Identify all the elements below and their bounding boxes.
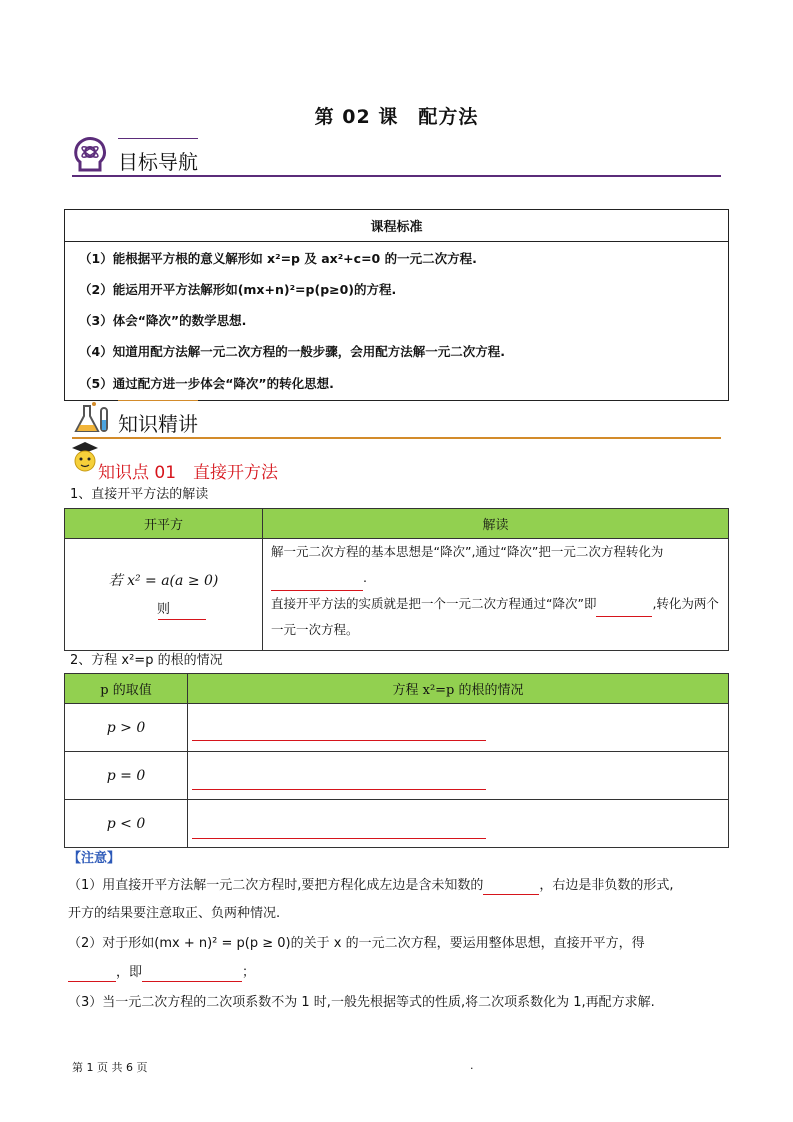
footer-dot: . [470,1059,474,1072]
part2-caption: 2、方程 x²=p 的根的情况 [70,653,223,668]
blank-line [192,838,486,839]
standard-item: （1）能根据平方根的意义解形如 x²=p 及 ax²+c=0 的一元二次方程. [65,242,729,274]
blank-line [483,880,539,895]
standard-item: （4）知道用配方法解一元二次方程的一般步骤，会用配方法解一元二次方程. [65,335,729,366]
interpretation-text: 解一元二次方程的基本思想是“降次”,通过“降次”把一元二次方程转化为 [271,544,664,559]
blank-line [596,602,652,617]
knowledge-point-title: 知识点 01 直接开方法 [98,463,279,483]
note-1: （1）用直接开平方法解一元二次方程时,要把方程化成左边是含未知数的 ，右边是非负数的形式, [68,878,674,893]
blank-line [142,967,242,982]
section-heading-knowledge: 知识精讲 [118,412,198,436]
interpretation-text: 直接开平方法的实质就是把一个一元二次方程通过“降次”即 [271,596,597,611]
formula: 若 x² = a(a ≥ 0) [108,572,219,589]
answer-cell [188,800,729,848]
flask-icon [72,400,112,434]
note-1-cont: 开方的结果要注意取正、负两种情况. [68,906,281,921]
section-divider [72,175,721,177]
p-value: p < 0 [65,800,188,848]
standards-header: 课程标准 [65,210,729,242]
square-root-method-table: 开平方 解读 若 x² = a(a ≥ 0) 则 解一元二次方程的基本思想是“降次”,通过“降次”把一元二次方程转化为. 直接开平方法的实质就是把一个一元二次方程通过“降次”即 ,转化为两个一元一次方程。 [64,508,729,651]
page-number: 第 1 页 共 6 页 [72,1061,148,1074]
blank-line [271,576,363,591]
roots-table [64,673,729,848]
p-value: p > 0 [65,704,188,752]
blank-line [192,789,486,790]
table-header: p 的取值 [65,674,188,704]
then-label: 则 [156,601,170,617]
section-divider [72,437,721,439]
note-heading: 【注意】 [68,851,121,866]
table-header: 解读 [263,509,729,539]
blank-line [68,967,116,982]
blank-line [192,740,486,741]
course-standards-table [64,209,729,401]
part1-caption: 1、直接开平方法的解读 [70,487,209,502]
brain-icon [72,136,108,174]
answer-cell [188,752,729,800]
standard-item: （3）体会“降次”的数学思想. [65,304,729,335]
note-3: （3）当一元二次方程的二次项系数不为 1 时,一般先根据等式的性质,将二次项系数化为 1,再配方求解. [68,995,655,1010]
note-2: （2）对于形如(mx + n)² = p(p ≥ 0)的关于 x 的一元二次方程，要运用整体思想，直接开平方，得 [68,936,645,951]
standard-item: （5）通过配方进一步体会“降次”的转化思想. [65,366,729,401]
table-header: 方程 x²=p 的根的情况 [188,674,729,704]
table-header: 开平方 [65,509,263,539]
answer-cell [188,704,729,752]
blank-line [158,619,206,620]
note-2-cont: ，即 ； [68,964,255,982]
standard-item: （2）能运用开平方法解形如(mx+n)²=p(p≥0)的方程. [65,273,729,304]
section-heading-goals: 目标导航 [118,150,198,174]
mascot-icon [70,440,100,474]
p-value: p = 0 [65,752,188,800]
page-title: 第 02 课 配方法 [314,106,479,128]
